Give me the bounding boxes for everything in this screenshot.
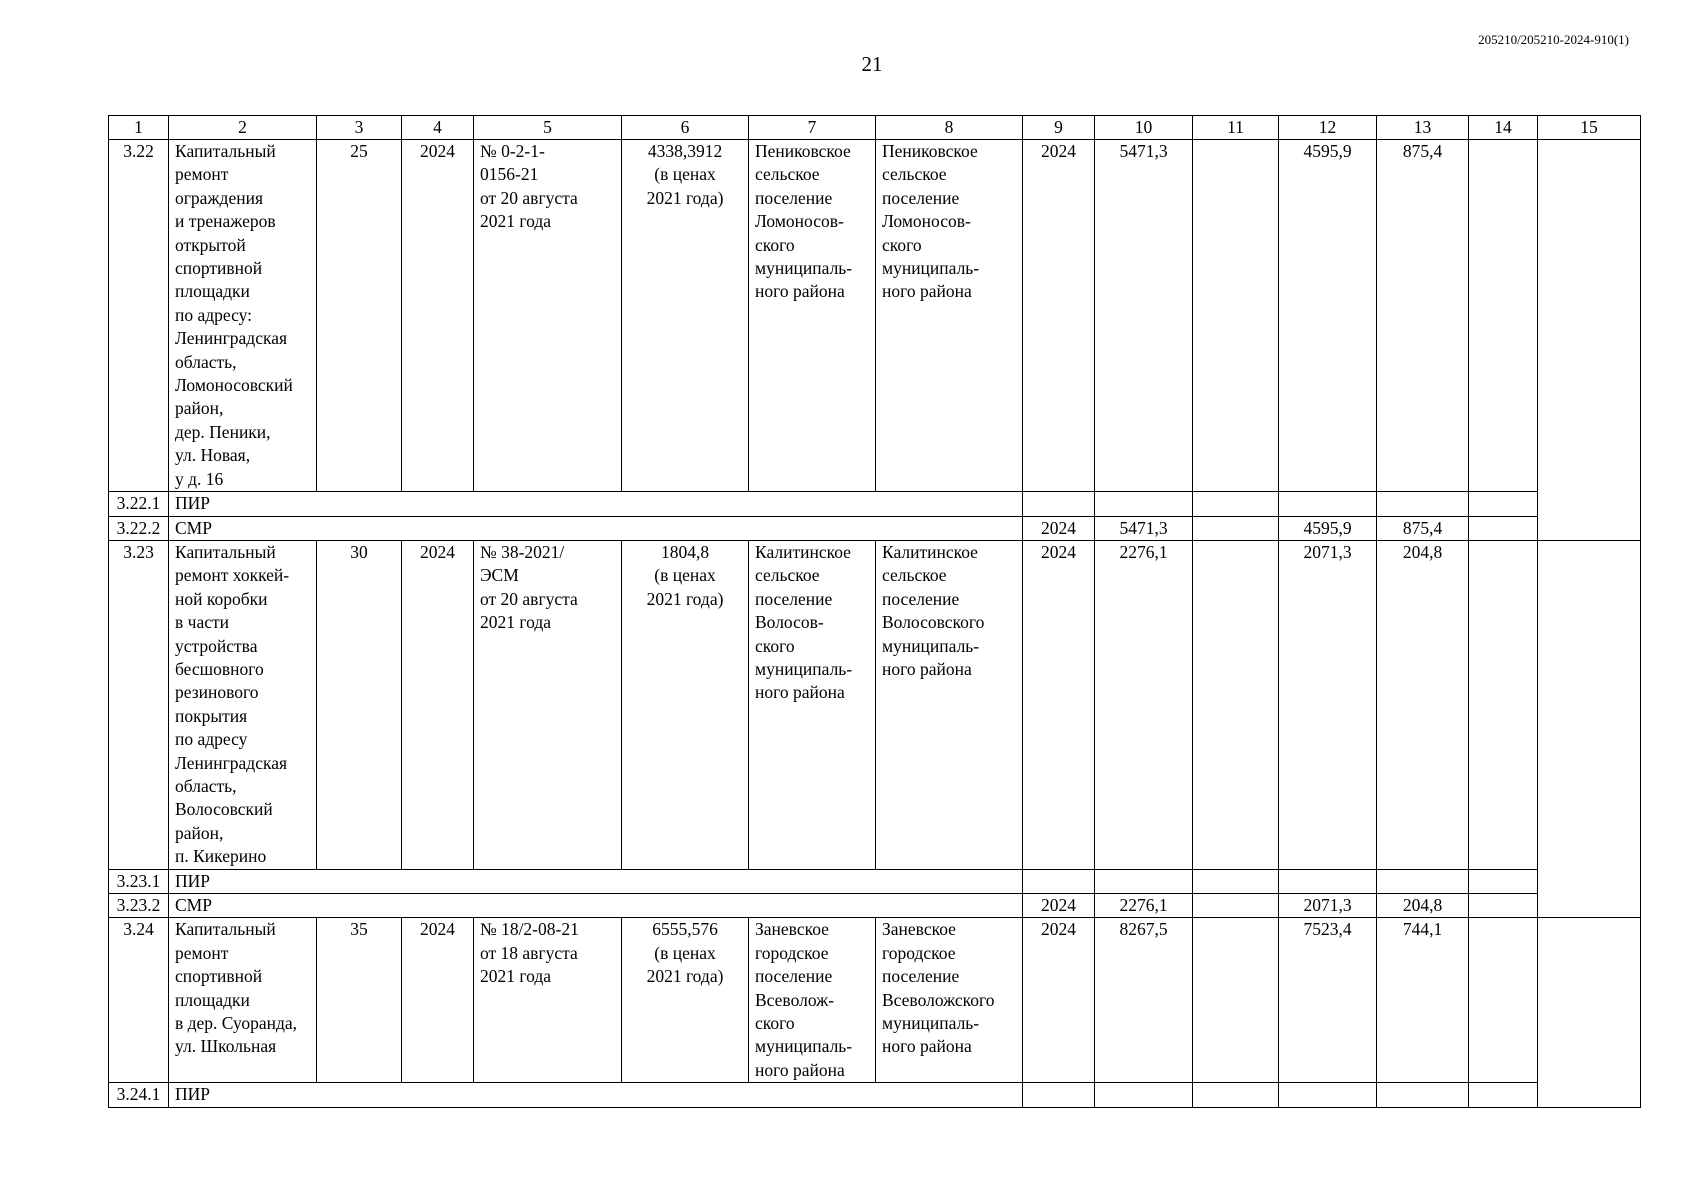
table-row xyxy=(109,918,1641,1083)
federal-cell xyxy=(1193,516,1279,540)
column-header: 15 xyxy=(1538,116,1641,140)
column-header: 8 xyxy=(876,116,1023,140)
other-cell xyxy=(1469,140,1538,492)
row-number: 3.22 xyxy=(109,140,169,492)
stage-label: ПИР xyxy=(169,1083,1023,1107)
federal-cell xyxy=(1193,918,1279,1083)
year-cell: 2024 xyxy=(402,540,474,869)
row-number: 3.23.2 xyxy=(109,894,169,918)
customer-cell: Калитинское сельское поселение Волосов- ского муниципаль- ного района xyxy=(749,540,876,869)
finance-year-cell: 2024 xyxy=(1023,894,1095,918)
program-table xyxy=(108,115,1641,1108)
regional-cell: 4595,9 xyxy=(1279,140,1377,492)
capacity-cell: 35 xyxy=(317,918,402,1083)
regional-cell xyxy=(1279,869,1377,893)
estimate-cell: 1804,8 (в ценах 2021 года) xyxy=(622,540,749,869)
finance-year-cell xyxy=(1023,869,1095,893)
estimate-cell: 6555,576 (в ценах 2021 года) xyxy=(622,918,749,1083)
note-cell xyxy=(1538,918,1641,1107)
other-cell xyxy=(1469,1083,1538,1107)
column-header: 2 xyxy=(169,116,317,140)
local-cell xyxy=(1377,869,1469,893)
total-cell xyxy=(1095,492,1193,516)
column-header: 5 xyxy=(474,116,622,140)
customer-cell: Пениковское сельское поселение Ломоносов- ского муниципаль- ного района xyxy=(749,140,876,492)
object-name: Капитальный ремонт хоккей- ной коробки в части устройства бесшовного резинового покрытия по адресу Ленинградская область, Волосовский район, п. Кикерино xyxy=(169,540,317,869)
federal-cell xyxy=(1193,540,1279,869)
regional-cell: 2071,3 xyxy=(1279,540,1377,869)
column-header: 1 xyxy=(109,116,169,140)
row-number: 3.22.2 xyxy=(109,516,169,540)
note-cell xyxy=(1538,140,1641,541)
owner-cell: Заневское городское поселение Всеволожского муниципаль- ного района xyxy=(876,918,1023,1083)
local-cell: 204,8 xyxy=(1377,894,1469,918)
note-cell xyxy=(1538,540,1641,918)
finance-year-cell: 2024 xyxy=(1023,516,1095,540)
total-cell: 5471,3 xyxy=(1095,140,1193,492)
other-cell xyxy=(1469,869,1538,893)
row-number: 3.22.1 xyxy=(109,492,169,516)
object-name: Капитальный ремонт ограждения и тренажеров открытой спортивной площадки по адресу: Ленинградская область, Ломоносовский район, дер. Пеники, ул. Новая, у д. 16 xyxy=(169,140,317,492)
table-row xyxy=(109,492,1641,516)
object-name: Капитальный ремонт спортивной площадки в дер. Суоранда, ул. Школьная xyxy=(169,918,317,1083)
finance-year-cell xyxy=(1023,1083,1095,1107)
column-header: 7 xyxy=(749,116,876,140)
column-header: 3 xyxy=(317,116,402,140)
local-cell: 744,1 xyxy=(1377,918,1469,1083)
capacity-cell: 30 xyxy=(317,540,402,869)
expertise-cell: № 18/2-08-21 от 18 августа 2021 года xyxy=(474,918,622,1083)
column-header: 9 xyxy=(1023,116,1095,140)
row-number: 3.24 xyxy=(109,918,169,1083)
regional-cell: 2071,3 xyxy=(1279,894,1377,918)
table-row xyxy=(109,869,1641,893)
federal-cell xyxy=(1193,894,1279,918)
regional-cell xyxy=(1279,492,1377,516)
column-header: 4 xyxy=(402,116,474,140)
other-cell xyxy=(1469,492,1538,516)
regional-cell xyxy=(1279,1083,1377,1107)
total-cell: 8267,5 xyxy=(1095,918,1193,1083)
local-cell: 875,4 xyxy=(1377,140,1469,492)
year-cell: 2024 xyxy=(402,140,474,492)
regional-cell: 7523,4 xyxy=(1279,918,1377,1083)
local-cell xyxy=(1377,492,1469,516)
other-cell xyxy=(1469,540,1538,869)
row-number: 3.24.1 xyxy=(109,1083,169,1107)
row-number: 3.23.1 xyxy=(109,869,169,893)
column-number-row xyxy=(109,116,1641,140)
other-cell xyxy=(1469,894,1538,918)
total-cell: 2276,1 xyxy=(1095,894,1193,918)
stage-label: ПИР xyxy=(169,869,1023,893)
total-cell: 2276,1 xyxy=(1095,540,1193,869)
local-cell xyxy=(1377,1083,1469,1107)
federal-cell xyxy=(1193,869,1279,893)
table-row xyxy=(109,540,1641,869)
column-header: 10 xyxy=(1095,116,1193,140)
regional-cell: 4595,9 xyxy=(1279,516,1377,540)
total-cell xyxy=(1095,1083,1193,1107)
finance-year-cell: 2024 xyxy=(1023,140,1095,492)
row-number: 3.23 xyxy=(109,540,169,869)
table-row xyxy=(109,894,1641,918)
table-row xyxy=(109,1083,1641,1107)
page-number: 21 xyxy=(861,52,883,76)
column-header: 13 xyxy=(1377,116,1469,140)
finance-year-cell: 2024 xyxy=(1023,918,1095,1083)
expertise-cell: № 38-2021/ ЭСМ от 20 августа 2021 года xyxy=(474,540,622,869)
other-cell xyxy=(1469,918,1538,1083)
customer-cell: Заневское городское поселение Всеволож- ского муниципаль- ного района xyxy=(749,918,876,1083)
federal-cell xyxy=(1193,140,1279,492)
table-row xyxy=(109,516,1641,540)
column-header: 14 xyxy=(1469,116,1538,140)
total-cell: 5471,3 xyxy=(1095,516,1193,540)
stage-label: СМР xyxy=(169,894,1023,918)
stage-label: ПИР xyxy=(169,492,1023,516)
column-header: 6 xyxy=(622,116,749,140)
estimate-cell: 4338,3912 (в ценах 2021 года) xyxy=(622,140,749,492)
expertise-cell: № 0-2-1- 0156-21 от 20 августа 2021 года xyxy=(474,140,622,492)
owner-cell: Калитинское сельское поселение Волосовского муниципаль- ного района xyxy=(876,540,1023,869)
year-cell: 2024 xyxy=(402,918,474,1083)
local-cell: 204,8 xyxy=(1377,540,1469,869)
other-cell xyxy=(1469,516,1538,540)
column-header: 11 xyxy=(1193,116,1279,140)
total-cell xyxy=(1095,869,1193,893)
federal-cell xyxy=(1193,492,1279,516)
local-cell: 875,4 xyxy=(1377,516,1469,540)
owner-cell: Пениковское сельское поселение Ломоносов- ского муниципаль- ного района xyxy=(876,140,1023,492)
federal-cell xyxy=(1193,1083,1279,1107)
document-id: 205210/205210-2024-910(1) xyxy=(1478,32,1629,47)
finance-year-cell: 2024 xyxy=(1023,540,1095,869)
table-row xyxy=(109,140,1641,492)
finance-year-cell xyxy=(1023,492,1095,516)
stage-label: СМР xyxy=(169,516,1023,540)
capacity-cell: 25 xyxy=(317,140,402,492)
column-header: 12 xyxy=(1279,116,1377,140)
